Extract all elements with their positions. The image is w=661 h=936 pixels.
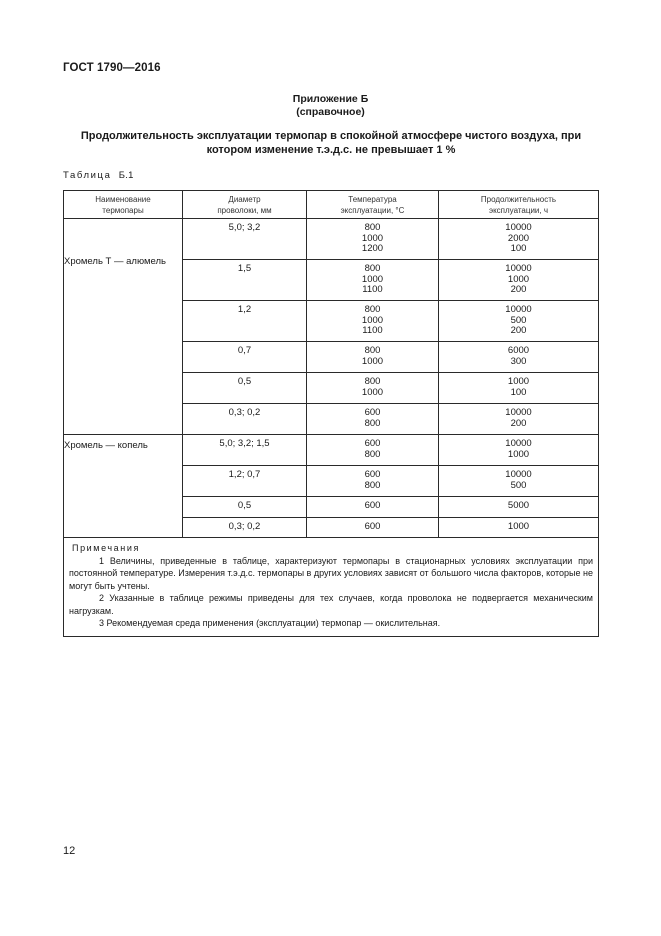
note-2: 2 Указанные в таблице режимы приведены для тех случаев, когда проволока не подвергается механическим нагрузкам. [69,593,593,616]
temperature-cell: 800 1000 1200 [307,219,439,260]
table-caption-label: Таблица [63,170,112,181]
header-operating-temperature: Температура эксплуатации, °С [307,191,439,219]
temperature-cell: 600 800 [307,435,439,466]
table-notes-row [64,538,599,637]
temperature-cell: 600 800 [307,404,439,435]
duration-cell: 10000 500 200 [439,301,599,342]
thermocouple-table [63,190,599,637]
temperature-cell: 600 800 [307,466,439,497]
table-row [64,435,599,466]
note-1: 1 Величины, приведенные в таблице, характеризуют термопары в стационарных условиях эксплуатации при постоянной температуре. Измерения т.э.д.с. термопары в других условиях зависят от большого числа факторов, которые не могут быть учтены. [69,555,593,591]
document-title-line-1: Продолжительность эксплуатации термопар в спокойной атмосфере чистого воздуха, при [80,130,582,142]
note-3: 3 Рекомендуемая среда применения (эксплуатации) термопар — окислительная. [99,618,441,628]
thermocouple-name: Хромель — копель [64,435,183,538]
duration-cell: 10000 1000 [439,435,599,466]
thermocouple-name: Хромель Т — алюмель [64,219,183,435]
duration-cell: 10000 2000 100 [439,219,599,260]
diameter-cell: 5,0; 3,2; 1,5 [183,435,307,466]
notes-heading: Примечания [72,543,140,553]
appendix-title: Приложение Б [292,93,369,105]
temperature-cell: 800 1000 1100 [307,301,439,342]
page-number: 12 [63,845,76,857]
temperature-cell: 600 [307,518,439,538]
diameter-cell: 1,2 [183,301,307,342]
table-caption-number: Б.1 [118,170,134,181]
diameter-cell: 5,0; 3,2 [183,219,307,260]
diameter-cell: 1,5 [183,260,307,301]
table-header-row [64,191,599,219]
standard-number: ГОСТ 1790—2016 [63,62,161,74]
diameter-cell: 0,3; 0,2 [183,518,307,538]
duration-cell: 10000 500 [439,466,599,497]
table-notes [64,538,599,637]
duration-cell: 1000 [439,518,599,538]
diameter-cell: 0,3; 0,2 [183,404,307,435]
temperature-cell: 800 1000 1100 [307,260,439,301]
duration-cell: 5000 [439,497,599,518]
diameter-cell: 0,5 [183,497,307,518]
duration-cell: 10000 200 [439,404,599,435]
diameter-cell: 0,7 [183,342,307,373]
appendix-type: (справочное) [296,106,365,118]
header-wire-diameter: Диаметр проволоки, мм [183,191,307,219]
header-thermocouple-name: Наименование термопары [64,191,183,219]
duration-cell: 1000 100 [439,373,599,404]
temperature-cell: 800 1000 [307,373,439,404]
table-caption [63,170,134,181]
temperature-cell: 800 1000 [307,342,439,373]
duration-cell: 10000 1000 200 [439,260,599,301]
table-row [64,219,599,260]
diameter-cell: 1,2; 0,7 [183,466,307,497]
duration-cell: 6000 300 [439,342,599,373]
header-operating-duration: Продолжительность эксплуатации, ч [439,191,599,219]
document-title-line-2: котором изменение т.э.д.с. не превышает 1 % [206,144,456,156]
temperature-cell: 600 [307,497,439,518]
diameter-cell: 0,5 [183,373,307,404]
